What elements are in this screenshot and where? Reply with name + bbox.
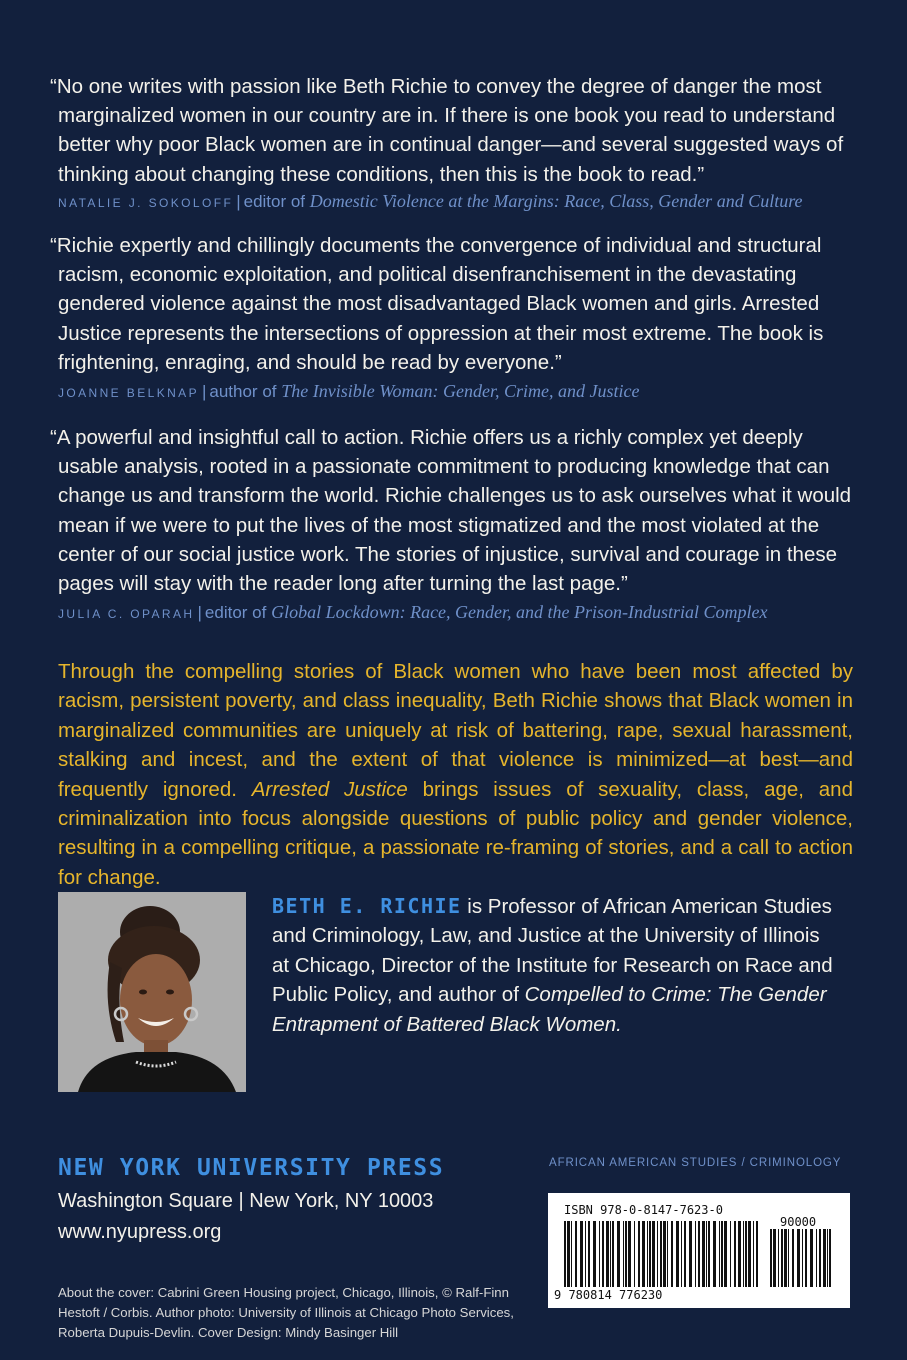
barcode-bar [753, 1221, 754, 1287]
barcode-bar [745, 1221, 747, 1287]
barcode-bar [781, 1229, 783, 1287]
addon-barcode-bars [770, 1229, 836, 1287]
barcode-bar [797, 1229, 800, 1287]
quote-line: change us and transform the world. Richie challenges us to ask ourselves what it would [58, 484, 852, 508]
barcode-bar [567, 1221, 570, 1287]
barcode-bar [788, 1229, 789, 1287]
publisher-url[interactable]: www.nyupress.org [58, 1221, 222, 1243]
barcode-bar [738, 1221, 741, 1287]
barcode-bar [588, 1221, 590, 1287]
barcode-bar [713, 1221, 716, 1287]
quote-1-attribution: NATALIE J. SOKOLOFF | editor of Domestic Violence at the Margins: Race, Class, Gender and Culture [58, 191, 803, 211]
quote-book-title: The Invisible Woman: Gender, Crime, and Justice [281, 381, 640, 401]
barcode-bar [649, 1221, 651, 1287]
author-photo [58, 892, 246, 1092]
barcode-bar [829, 1229, 831, 1287]
barcode-bar [730, 1221, 731, 1287]
barcode-bar [599, 1221, 600, 1287]
barcode-bar [702, 1221, 705, 1287]
quote-role: author of [209, 382, 277, 401]
barcode-bar [602, 1221, 604, 1287]
description-text: brings issues of sexuality, class, age, and criminalization into focus alongside questions of public policy and gender violence, resulting in a compelling critique, a passionate re-framing of stories, and a call to action for change. [58, 777, 853, 889]
barcode-bar [770, 1229, 772, 1287]
subject-category: AFRICAN AMERICAN STUDIES / CRIMINOLOGY [549, 1157, 842, 1169]
barcode-bar [585, 1221, 586, 1287]
barcode-bar [823, 1229, 826, 1287]
barcode-bar [610, 1221, 611, 1287]
author-bio [272, 892, 842, 1039]
barcode-bar [663, 1221, 666, 1287]
quote-3 [50, 423, 858, 598]
barcode-bar [617, 1221, 620, 1287]
quote-2-attribution: JOANNE BELKNAP | author of The Invisible Woman: Gender, Crime, and Justice [58, 381, 640, 401]
barcode-bar [756, 1221, 758, 1287]
barcode-bar [575, 1221, 577, 1287]
barcode-bar [743, 1221, 744, 1287]
quote-role: editor of [204, 603, 267, 622]
barcode-bar [676, 1221, 679, 1287]
barcode-bar [684, 1221, 686, 1287]
barcode-bar [721, 1221, 723, 1287]
barcode-bar [819, 1229, 821, 1287]
quote-line: “A powerful and insightful call to action. Richie offers us a richly complex yet deeply [50, 426, 803, 449]
author-name: BETH E. RICHIE [272, 894, 462, 918]
quote-line: frightening, enraging, and should be read by everyone.” [58, 350, 562, 374]
barcode-bar [667, 1221, 668, 1287]
barcode-bar [657, 1221, 658, 1287]
book-description [58, 657, 853, 892]
barcode-bars [564, 1221, 760, 1287]
barcode-bar [638, 1221, 640, 1287]
quote-line: better why poor Black women are in continual danger—and several suggested ways of [58, 133, 844, 157]
quote-line: usable analysis, rooted in a passionate commitment to producing knowledge that can [58, 455, 830, 479]
barcode-bar [698, 1221, 700, 1287]
barcode-bar [778, 1229, 779, 1287]
quote-line: gendered violence against the most disadvantaged Black women and girls. Arrested [58, 292, 820, 316]
quote-book-title: Global Lockdown: Race, Gender, and the Prison-Industrial Complex [271, 602, 768, 622]
barcode-bar [612, 1221, 614, 1287]
quote-3-attribution: JULIA C. OPARAH | editor of Global Lockdown: Race, Gender, and the Prison-Industrial Complex [58, 602, 768, 622]
price-code: 90000 [780, 1215, 817, 1229]
barcode-bar [606, 1221, 609, 1287]
barcode-bar [816, 1229, 817, 1287]
barcode-bar [784, 1229, 787, 1287]
barcode-bar [805, 1229, 807, 1287]
quote-line: Justice represents the intersections of oppression at their most extreme. The book is [58, 321, 824, 345]
barcode-bar [580, 1221, 583, 1287]
quote-line: center of our social justice work. The stories of injustice, survival and courage in these [58, 542, 837, 566]
description-text: Through the compelling stories of Black women who have been most affected by racism, persistent poverty, and class inequality, Beth Richie shows that Black women in marginalized communities are uniquely at risk of battering, rape, sexual harassment, stalking and incest, and the extent of that violence is minimized—at best—and frequently ignored. [58, 660, 853, 801]
barcode-bar [810, 1229, 813, 1287]
quote-1 [50, 72, 858, 189]
quote-book-title: Domestic Violence at the Margins: Race, Class, Gender and Culture [309, 191, 803, 211]
barcode-bar [593, 1221, 596, 1287]
barcode-bar [802, 1229, 803, 1287]
quote-2 [50, 231, 858, 377]
barcode-bar [647, 1221, 648, 1287]
cover-credits: About the cover: Cabrini Green Housing project, Chicago, Illinois, © Ralf-Finn Hestoft / Corbis. Author photo: University of Illinois at Chicago Photo Services, Roberta Dupuis-Devlin. Cover Design: Mindy Basinger Hill [58, 1285, 514, 1340]
ean-number: 9 780814 776230 [554, 1288, 663, 1302]
quote-author: JULIA C. OPARAH [58, 607, 195, 621]
barcode-bar [706, 1221, 707, 1287]
barcode-bar [792, 1229, 794, 1287]
barcode-bar [734, 1221, 736, 1287]
barcode-bar [660, 1221, 662, 1287]
barcode-bar [634, 1221, 635, 1287]
bio-text: is Professor of African American Studies and Criminology, Law, and Justice at the University of Illinois at Chicago, Director of the Institute for Research on Race and Public Policy, and author of [272, 895, 833, 1007]
barcode-bar [695, 1221, 696, 1287]
publisher-name: NEW YORK UNIVERSITY PRESS [58, 1155, 445, 1181]
barcode-bar [827, 1229, 828, 1287]
barcode-bar [628, 1221, 631, 1287]
barcode-bar [564, 1221, 566, 1287]
quote-role: editor of [243, 192, 306, 211]
barcode-bar [623, 1221, 624, 1287]
barcode-bar [773, 1229, 776, 1287]
barcode-bar [652, 1221, 655, 1287]
quote-author: NATALIE J. SOKOLOFF [58, 196, 234, 210]
barcode-bar [748, 1221, 751, 1287]
isbn-barcode [548, 1193, 850, 1308]
quote-line: pages will stay with the reader long after turning the last page.” [58, 572, 628, 596]
quote-line: racism, economic exploitation, and political disenfranchisement in the devastating [58, 263, 797, 287]
quote-line: marginalized women in our country are in. If there is one book you read to understand [58, 104, 836, 128]
quote-author: JOANNE BELKNAP [58, 386, 199, 400]
barcode-bar [571, 1221, 572, 1287]
barcode-bar [689, 1221, 692, 1287]
bio-book-title: Compelled to Crime: The Gender Entrapment of Battered Black Women. [272, 983, 827, 1036]
barcode-bar [642, 1221, 645, 1287]
quote-line: “No one writes with passion like Beth Richie to convey the degree of danger the most [50, 75, 822, 98]
publisher-address: Washington Square | New York, NY 10003 [58, 1190, 434, 1212]
book-title: Arrested Justice [251, 777, 408, 801]
isbn-number: ISBN 978-0-8147-7623-0 [564, 1203, 723, 1217]
quote-line: “Richie expertly and chillingly documents the convergence of individual and structural [50, 234, 822, 257]
quote-line: thinking about changing these conditions, then this is the book to read.” [58, 162, 705, 186]
barcode-bar [625, 1221, 627, 1287]
barcode-bar [719, 1221, 720, 1287]
barcode-bar [671, 1221, 673, 1287]
barcode-bar [681, 1221, 682, 1287]
barcode-bar [724, 1221, 727, 1287]
quote-line: mean if we were to put the lives of the most stigmatized and the most violated at the [58, 513, 820, 537]
barcode-bar [708, 1221, 710, 1287]
